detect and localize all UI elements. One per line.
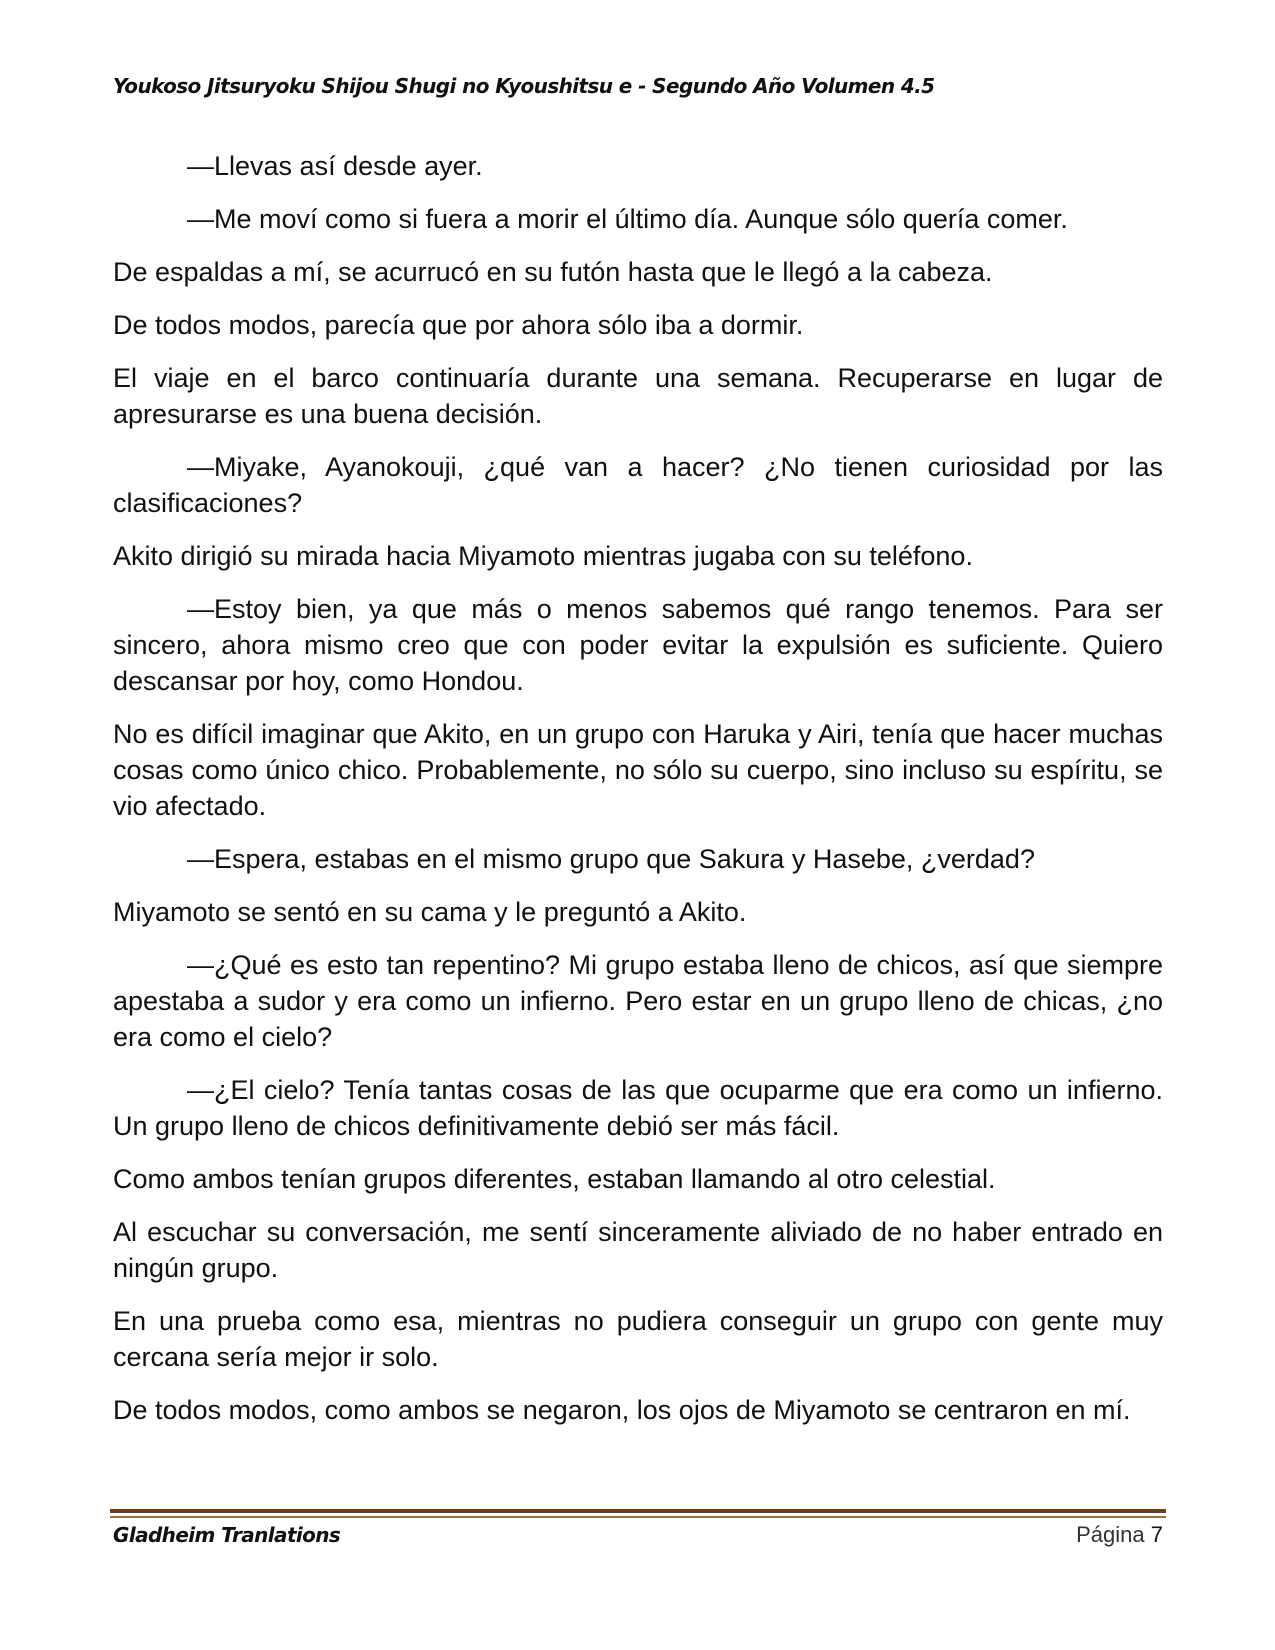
paragraph: Al escuchar su conversación, me sentí sinceramente aliviado de no haber entrado en ningún grupo. [113, 1217, 1163, 1283]
paragraph: De todos modos, como ambos se negaron, los ojos de Miyamoto se centraron en mí. [113, 1395, 1131, 1425]
page-label: Página [1076, 1522, 1145, 1547]
paragraph: —Estoy bien, ya que más o menos sabemos qué rango tenemos. Para ser sincero, ahora mismo creo que con poder evitar la expulsión es suficiente. Quiero descansar por hoy, como Hondou. [113, 594, 1163, 696]
body-text [113, 148, 1163, 1445]
paragraph: De espaldas a mí, se acurrucó en su futón hasta que le llegó a la cabeza. [113, 257, 993, 287]
paragraph: —¿El cielo? Tenía tantas cosas de las que ocuparme que era como un infierno. Un grupo lleno de chicos definitivamente debió ser más fácil. [113, 1075, 1163, 1141]
paragraph: De todos modos, parecía que por ahora sólo iba a dormir. [113, 310, 804, 340]
page-header-title: Youkoso Jitsuryoku Shijou Shugi no Kyoushitsu e - Segundo Año Volumen 4.5 [113, 74, 935, 98]
paragraph: En una prueba como esa, mientras no pudiera conseguir un grupo con gente muy cercana sería mejor ir solo. [113, 1306, 1163, 1372]
paragraph: Akito dirigió su mirada hacia Miyamoto mientras jugaba con su teléfono. [113, 541, 973, 571]
footer-divider-thin [110, 1516, 1166, 1518]
paragraph: —Espera, estabas en el mismo grupo que Sakura y Hasebe, ¿verdad? [187, 844, 1035, 874]
footer-credit: Gladheim Tranlations [113, 1523, 341, 1547]
page-number-label [1076, 1522, 1163, 1548]
paragraph: Miyamoto se sentó en su cama y le preguntó a Akito. [113, 897, 747, 927]
paragraph: —¿Qué es esto tan repentino? Mi grupo estaba lleno de chicos, así que siempre apestaba a sudor y era como un infierno. Pero estar en un grupo lleno de chicas, ¿no era como el cielo? [113, 950, 1163, 1052]
paragraph: El viaje en el barco continuaría durante una semana. Recuperarse en lugar de apresurarse es una buena decisión. [113, 363, 1163, 429]
footer-divider [110, 1509, 1166, 1513]
paragraph: No es difícil imaginar que Akito, en un grupo con Haruka y Airi, tenía que hacer muchas cosas como único chico. Probablemente, no sólo su cuerpo, sino incluso su espíritu, se vio afectado. [113, 719, 1163, 821]
page-number: 7 [1150, 1522, 1163, 1547]
paragraph: —Llevas así desde ayer. [187, 151, 483, 181]
paragraph: Como ambos tenían grupos diferentes, estaban llamando al otro celestial. [113, 1164, 996, 1194]
paragraph: —Me moví como si fuera a morir el último día. Aunque sólo quería comer. [187, 204, 1068, 234]
paragraph: —Miyake, Ayanokouji, ¿qué van a hacer? ¿No tienen curiosidad por las clasificaciones? [113, 452, 1163, 518]
